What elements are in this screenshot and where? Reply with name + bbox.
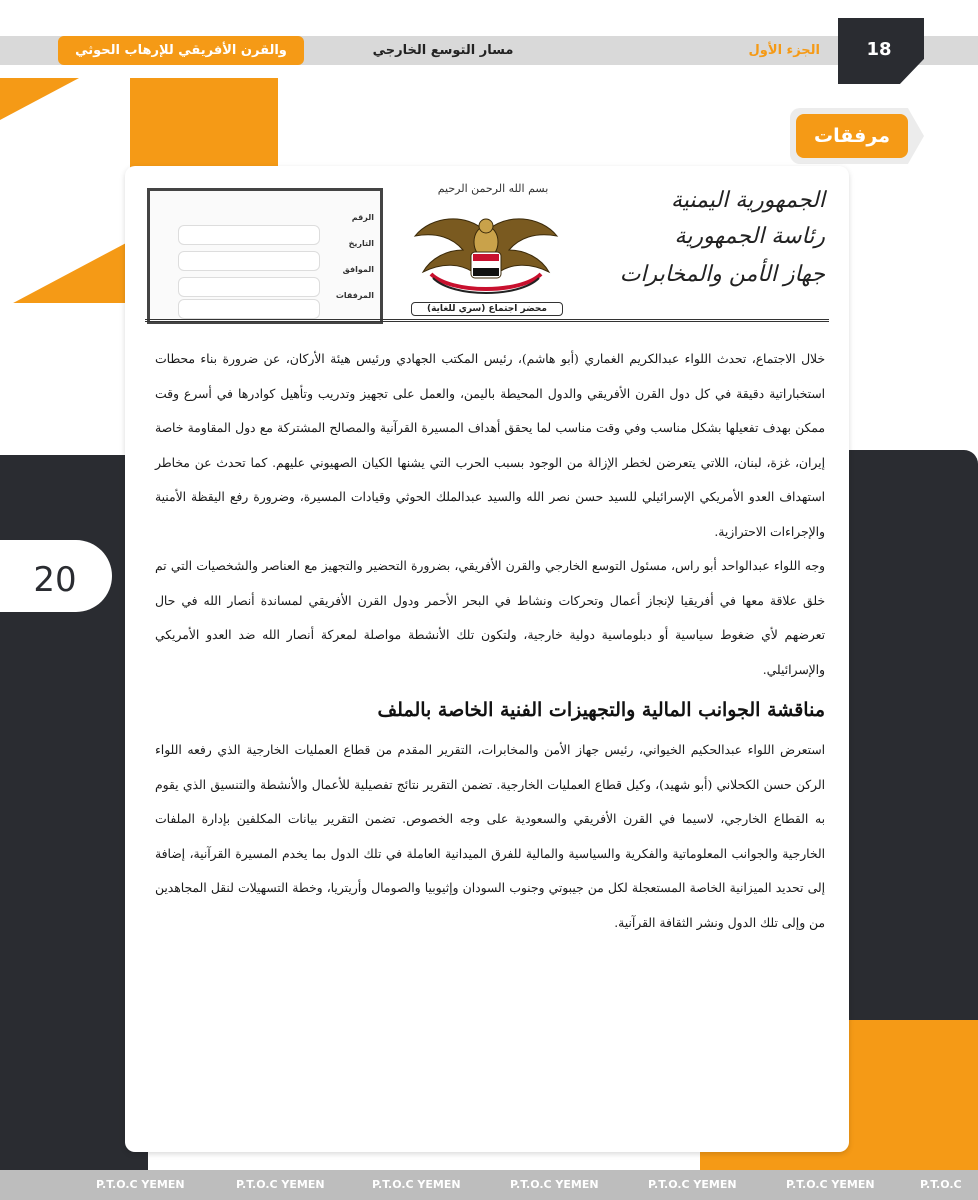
header-part-label: الجزء الأول — [748, 43, 820, 58]
redaction-1 — [178, 225, 320, 245]
watermark-text: P.T.O.C YEMEN — [786, 1178, 875, 1191]
watermark-text: P.T.O.C YEMEN — [648, 1178, 737, 1191]
page-number: 18 — [866, 39, 892, 60]
section-badge: مرفقات — [796, 114, 908, 158]
watermark-text: P.T.O.C YEMEN — [96, 1178, 185, 1191]
paragraph-3: استعرض اللواء عبدالحكيم الخيواني، رئيس جهاز الأمن والمخابرات، التقرير المقدم من قطاع العمليات الخارجية الذي رفعه اللواء الركن حسن الكحلاني (أبو شهيد)، وكيل قطاع العمليات الخارجية. تضمن التقرير نتائج تفصيلية للأعمال والأنشطة والتنسيق الذي يقوم به القطاع الخارجي، لاسيما في القرن الأفريقي والسعودية على وجه الخصوص. تضمن التقرير بيانات المكلفين بإدارة الملفات الخارجية والجوانب المعلوماتية والفكرية والسياسية والمالية للفرق الميدانية العاملة في تلك الدول بما يخدم المسيرة القرآنية، إضافة إلى تحديد الميزانية الخاصة المستعجلة لكل من جيبوتي وجنوب السودان وإثيوبيا والصومال وأريتريا، وخطة التسهيلات لنقل المجاهدين من وإلى تلك الدول ونشر الثقافة القرآنية. — [155, 743, 825, 930]
stamp-label-attachments: المرفقات — [335, 291, 374, 300]
watermark-text: P.T.O.C YEMEN — [510, 1178, 599, 1191]
agency-line-1: الجمهورية اليمنية — [670, 188, 825, 213]
stamp-label-date: التاريخ — [348, 239, 374, 248]
watermark-text: P.T.O.C — [920, 1178, 962, 1191]
watermark-strip — [0, 1170, 978, 1200]
document-card — [125, 166, 849, 1152]
watermark-text: P.T.O.C YEMEN — [236, 1178, 325, 1191]
secret-label: محضر اجتماع (سري للغاية) — [411, 302, 563, 316]
eagle-emblem-icon — [411, 202, 561, 300]
basmala: بسم الله الرحمن الرحيم — [437, 182, 549, 195]
side-page-number: 20 — [33, 560, 77, 600]
stamp-label-number: الرقم — [351, 213, 374, 222]
header-subtitle-tab: والقرن الأفريقي للإرهاب الحوثي — [58, 36, 304, 65]
reference-box — [147, 188, 383, 324]
letterhead-rule — [145, 319, 829, 322]
paragraph-2: وجه اللواء عبدالواحد أبو راس، مسئول التوسع الخارجي والقرن الأفريقي، بضرورة التحضير والتجهيز مع العناصر والشخصيات التي تم خلق علاقة معها في أفريقيا لإنجاز أعمال وتحركات ونشاط في البحر الأحمر ودول القرن الأفريقي لمساندة أنصار الله في حال تعرضهم لأي ضغوط سياسية أو دبلوماسية دولية خارجية، ولتكون تلك الأنشطة مواصلة لمعركة أنصار الله ضد العدو الأمريكي والإسرائيلي. — [155, 559, 825, 677]
document-letterhead — [125, 166, 849, 342]
agency-line-3: جهاز الأمن والمخابرات — [619, 262, 825, 287]
watermark-text: P.T.O.C YEMEN — [372, 1178, 461, 1191]
document-body — [155, 342, 825, 940]
header-book-title: مسار التوسع الخارجي — [372, 43, 514, 58]
redaction-3 — [178, 277, 320, 297]
stamp-label-corresponding: الموافق — [342, 265, 374, 274]
paragraph-1: خلال الاجتماع، تحدث اللواء عبدالكريم الغماري (أبو هاشم)، رئيس المكتب الجهادي ورئيس هيئة الأركان، عن ضرورة بناء محطات استخباراتية دقيقة في كل دول القرن الأفريقي والدول المحيطة باليمن، والعمل على تجهيز وتدريب وتأهيل كوادرها في أسرع وقت ممكن بهدف تفعيلها بشكل مناسب وفي وقت مناسب لما يحقق أهداف المسيرة القرآنية والمصالح المشتركة مع دول المقاومة خاصة إيران، غزة، لبنان، اللاتي يتعرضن لخطر الإزالة من الوجود بسبب الحرب التي يشنها الكيان الصهيوني عليهم. كما تحدث عن مخاطر استهداف العدو الأمريكي الإسرائيلي للسيد حسن نصر الله والسيد عبدالملك الحوثي وقيادات المسيرة، وضرورة رفع اليقظة الأمنية والإجراءات الاحترازية. — [155, 352, 825, 539]
agency-line-2: رئاسة الجمهورية — [674, 224, 825, 249]
redaction-2 — [178, 251, 320, 271]
section-subheading: مناقشة الجوانب المالية والتجهيزات الفنية الخاصة بالملف — [377, 699, 825, 721]
redaction-4 — [178, 299, 320, 319]
